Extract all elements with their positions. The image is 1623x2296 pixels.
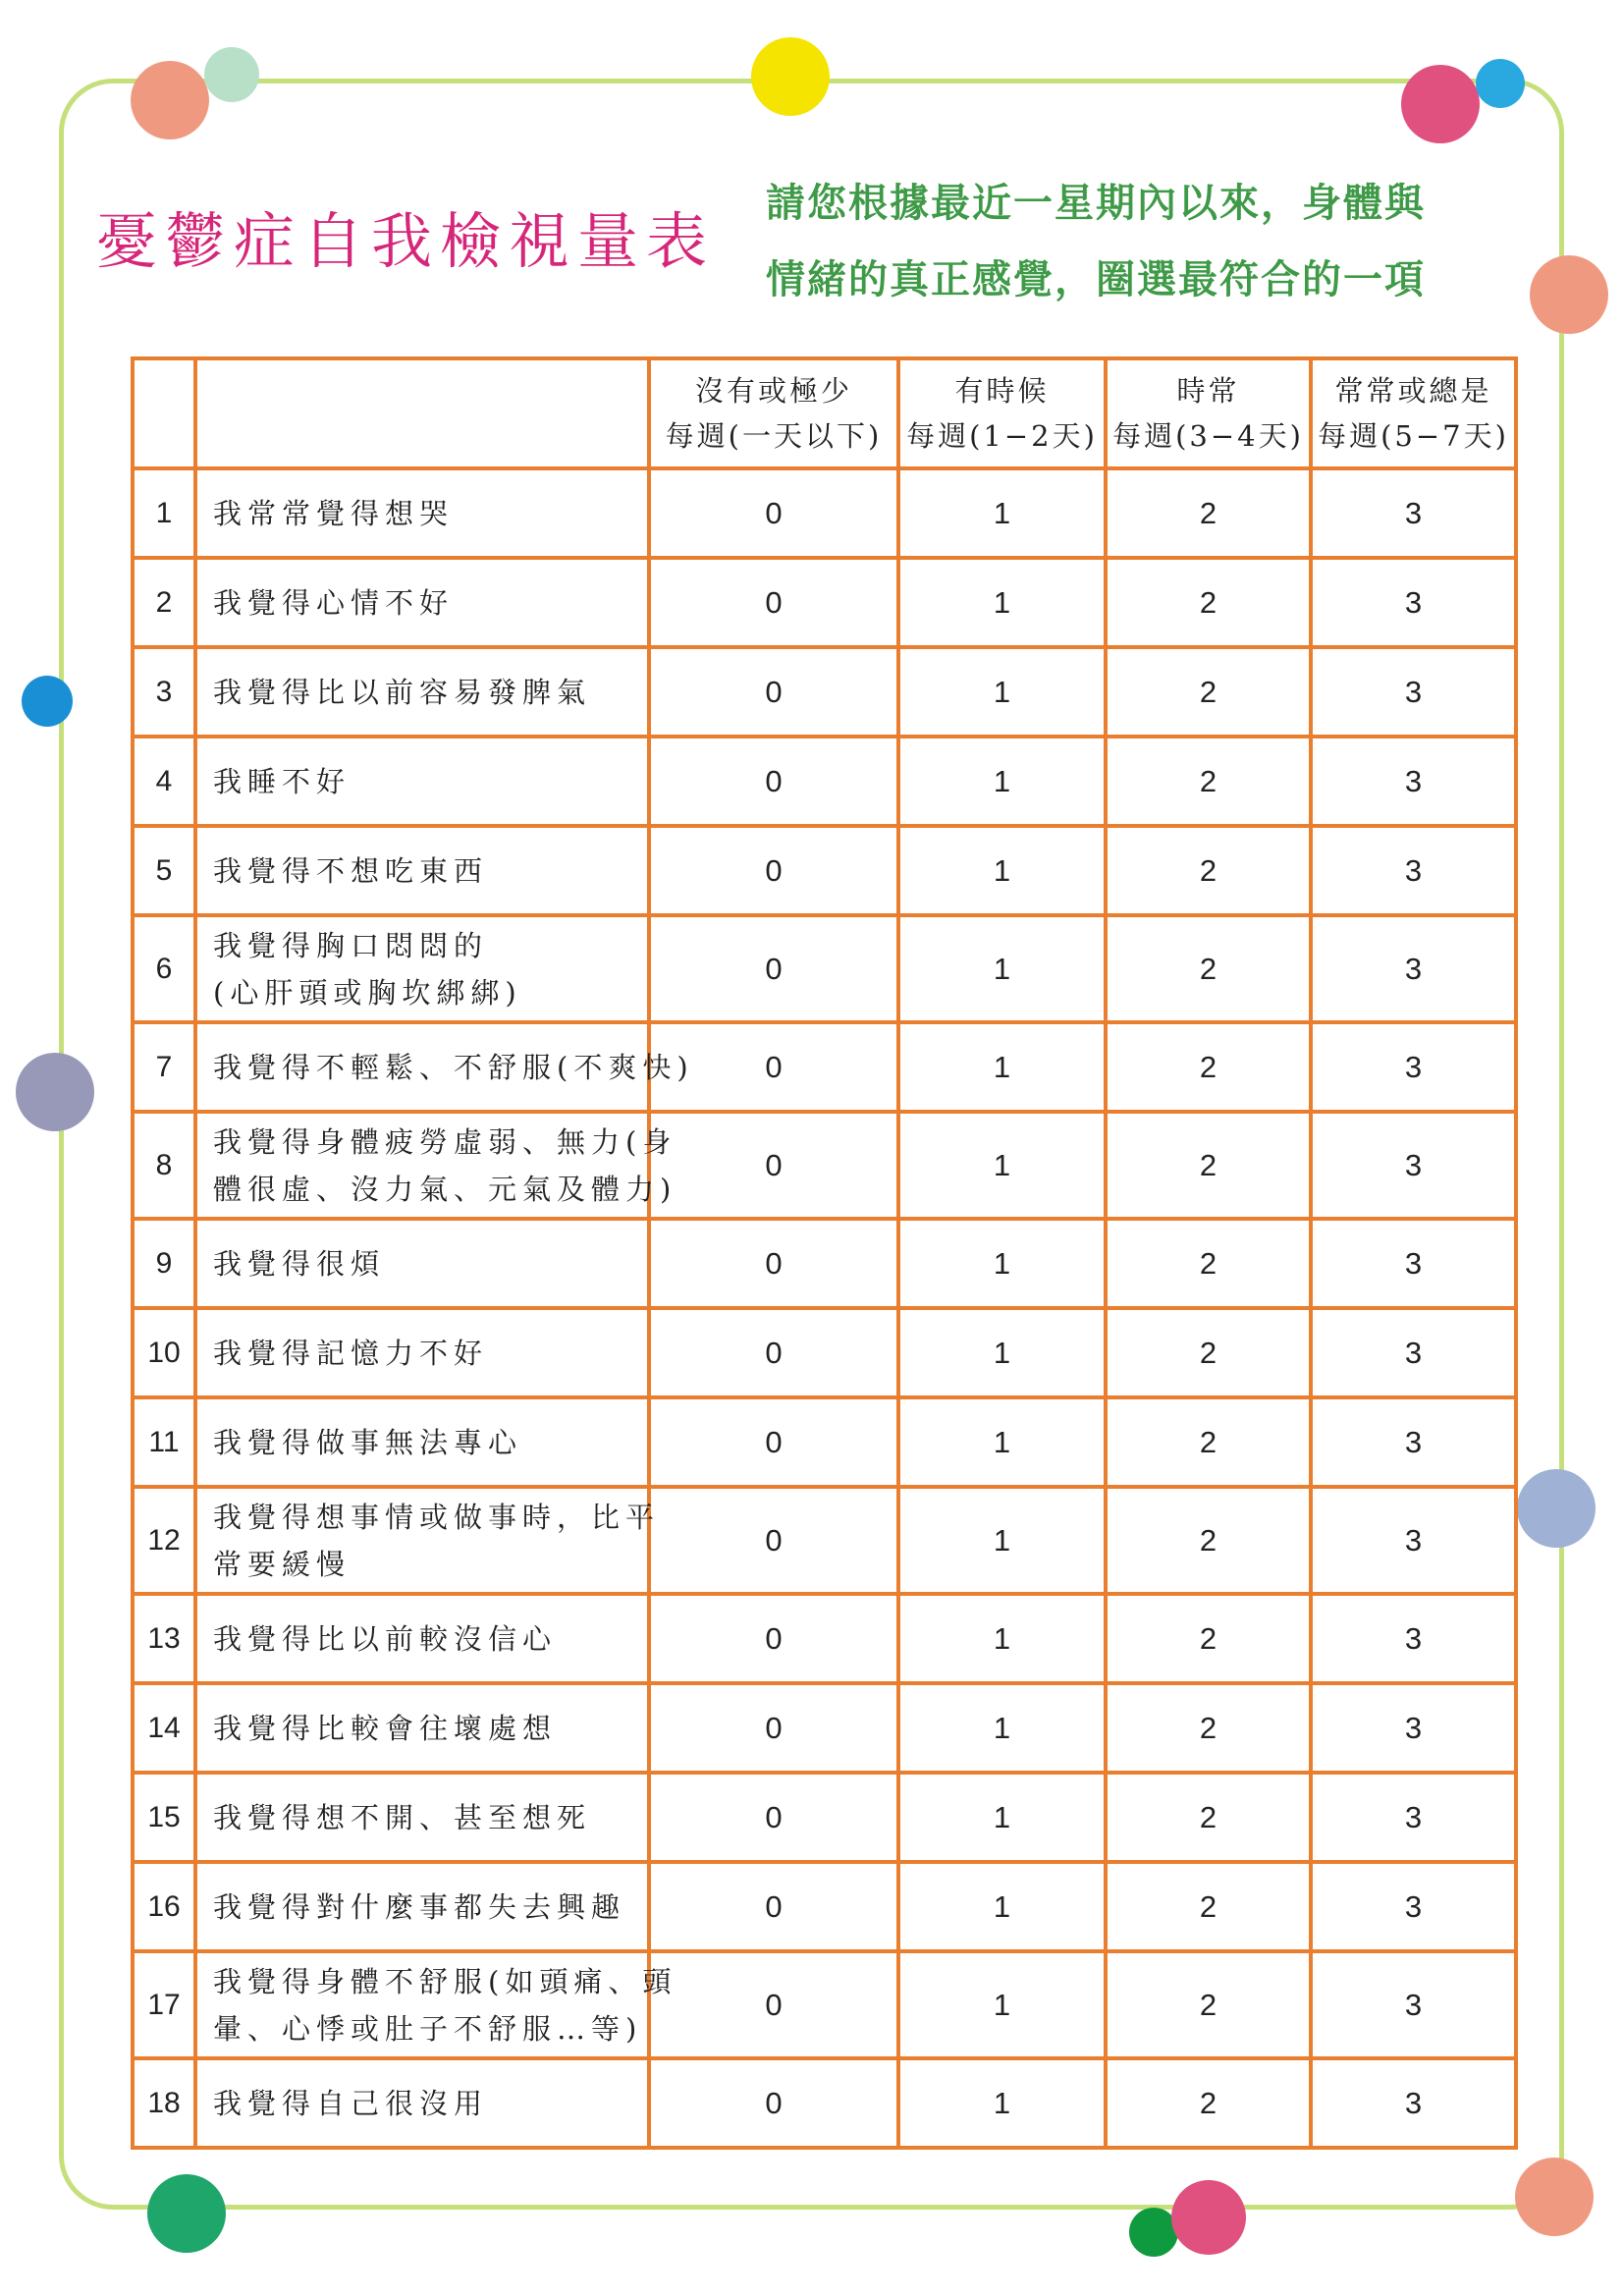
item-statement [195, 1397, 649, 1487]
header-option-1: 有時候 每週(1−2天) [898, 358, 1106, 468]
score-option[interactable]: 2 [1106, 1308, 1311, 1397]
table-row [133, 1397, 1516, 1487]
score-option[interactable]: 2 [1106, 1594, 1311, 1683]
score-option[interactable]: 3 [1311, 1219, 1516, 1308]
instruction-line: 情緒的真正感覺，圈選最符合的一項 [766, 257, 1426, 302]
item-number: 1 [133, 468, 195, 558]
score-option[interactable]: 3 [1311, 1594, 1516, 1683]
score-option[interactable]: 0 [649, 1862, 898, 1951]
score-option[interactable]: 2 [1106, 826, 1311, 915]
score-option[interactable]: 0 [649, 1022, 898, 1112]
score-option[interactable]: 1 [898, 468, 1106, 558]
item-statement-line: (心肝頭或胸坎綁綁) [213, 975, 522, 1010]
score-option[interactable]: 0 [649, 1308, 898, 1397]
item-statement [195, 1773, 649, 1862]
item-statement [195, 1594, 649, 1683]
item-statement-line: 我覺得不想吃東西 [213, 853, 489, 888]
item-number: 12 [133, 1487, 195, 1594]
table-row [133, 1683, 1516, 1773]
item-statement-line: 我覺得比以前容易發脾氣 [213, 675, 592, 709]
table-row [133, 1862, 1516, 1951]
score-option[interactable]: 1 [898, 737, 1106, 826]
item-statement-line: 我覺得身體疲勞虛弱、無力(身 [213, 1124, 677, 1159]
score-option[interactable]: 2 [1106, 2058, 1311, 2148]
item-statement [195, 558, 649, 647]
item-statement [195, 915, 649, 1022]
item-statement-line: 我覺得想事情或做事時，比平 [213, 1500, 661, 1534]
score-option[interactable]: 3 [1311, 826, 1516, 915]
item-statement [195, 1862, 649, 1951]
item-number: 4 [133, 737, 195, 826]
decor-dot [22, 676, 73, 727]
score-option[interactable]: 1 [898, 1219, 1106, 1308]
decor-dot [204, 47, 259, 102]
score-option[interactable]: 2 [1106, 558, 1311, 647]
decor-dot [1476, 59, 1525, 108]
decor-dot [1401, 65, 1480, 143]
score-option[interactable]: 0 [649, 1773, 898, 1862]
instruction-line: 請您根據最近一星期內以來，身體與 [766, 181, 1426, 226]
score-option[interactable]: 2 [1106, 647, 1311, 737]
depression-scale-table [131, 356, 1518, 2150]
table-row [133, 1773, 1516, 1862]
item-statement-line: 我覺得記憶力不好 [213, 1336, 489, 1370]
score-option[interactable]: 2 [1106, 1951, 1311, 2058]
item-number: 8 [133, 1112, 195, 1219]
item-statement-line: 我覺得很煩 [213, 1246, 386, 1281]
score-option[interactable]: 3 [1311, 1308, 1516, 1397]
score-option[interactable]: 2 [1106, 1219, 1311, 1308]
item-statement-line: 我覺得心情不好 [213, 585, 455, 620]
score-option[interactable]: 3 [1311, 647, 1516, 737]
score-option[interactable]: 0 [649, 737, 898, 826]
item-number: 3 [133, 647, 195, 737]
table-row [133, 1487, 1516, 1594]
score-option[interactable]: 3 [1311, 1862, 1516, 1951]
table-row [133, 1594, 1516, 1683]
score-option[interactable]: 2 [1106, 737, 1311, 826]
score-option[interactable]: 0 [649, 468, 898, 558]
instructions [766, 165, 1551, 318]
item-statement-line: 我覺得對什麼事都失去興趣 [213, 1889, 626, 1924]
score-option[interactable]: 0 [649, 1397, 898, 1487]
item-statement [195, 468, 649, 558]
score-option[interactable]: 2 [1106, 1862, 1311, 1951]
score-option[interactable]: 1 [898, 1112, 1106, 1219]
score-option[interactable]: 0 [649, 647, 898, 737]
score-option[interactable]: 3 [1311, 915, 1516, 1022]
item-statement [195, 1487, 661, 1594]
score-option[interactable]: 1 [898, 558, 1106, 647]
item-statement-line: 我覺得做事無法專心 [213, 1425, 523, 1459]
item-number: 2 [133, 558, 195, 647]
header-option-2: 時常 每週(3−4天) [1106, 358, 1311, 468]
item-number: 13 [133, 1594, 195, 1683]
table-row [133, 558, 1516, 647]
item-number: 9 [133, 1219, 195, 1308]
score-option[interactable]: 3 [1311, 558, 1516, 647]
decor-dot [1517, 1469, 1596, 1548]
item-number: 16 [133, 1862, 195, 1951]
item-number: 11 [133, 1397, 195, 1487]
decor-dot [131, 61, 209, 139]
table-row [133, 1951, 1516, 2058]
score-option[interactable]: 3 [1311, 1487, 1516, 1594]
score-option[interactable]: 3 [1311, 1773, 1516, 1862]
item-statement [195, 737, 649, 826]
score-option[interactable]: 3 [1311, 1683, 1516, 1773]
table-row [133, 1022, 1516, 1112]
page-title: 憂鬱症自我檢視量表 [96, 205, 716, 277]
header-option-3: 常常或總是 每週(5−7天) [1311, 358, 1516, 468]
score-option[interactable]: 3 [1311, 1112, 1516, 1219]
score-option[interactable]: 2 [1106, 915, 1311, 1022]
table-row [133, 915, 1516, 1022]
item-number: 6 [133, 915, 195, 1022]
item-statement-line: 常要緩慢 [213, 1547, 352, 1581]
decor-dot [751, 37, 830, 116]
score-option[interactable]: 3 [1311, 2058, 1516, 2148]
score-option[interactable]: 0 [649, 2058, 898, 2148]
item-statement [195, 1022, 694, 1112]
item-statement-line: 我覺得自己很沒用 [213, 2086, 489, 2120]
score-option[interactable]: 1 [898, 915, 1106, 1022]
header-number-cell [133, 358, 195, 468]
item-statement [195, 1219, 649, 1308]
header-option-0: 沒有或極少 每週(一天以下) [649, 358, 898, 468]
item-number: 7 [133, 1022, 195, 1112]
item-statement-line: 我常常覺得想哭 [213, 496, 455, 530]
score-option[interactable]: 0 [649, 1487, 898, 1594]
table-row [133, 1112, 1516, 1219]
decor-dot [1515, 2158, 1594, 2236]
score-option[interactable]: 1 [898, 1951, 1106, 2058]
score-option[interactable]: 1 [898, 2058, 1106, 2148]
score-option[interactable]: 2 [1106, 1683, 1311, 1773]
table-row [133, 737, 1516, 826]
score-option[interactable]: 3 [1311, 1397, 1516, 1487]
score-option[interactable]: 1 [898, 1683, 1106, 1773]
item-number: 17 [133, 1951, 195, 2058]
score-option[interactable]: 1 [898, 1773, 1106, 1862]
item-number: 10 [133, 1308, 195, 1397]
score-option[interactable]: 0 [649, 1951, 898, 2058]
table-row [133, 1219, 1516, 1308]
score-option[interactable]: 0 [649, 826, 898, 915]
item-statement-line: 我覺得不輕鬆、不舒服(不爽快) [213, 1050, 694, 1084]
score-option[interactable]: 2 [1106, 1112, 1311, 1219]
score-option[interactable]: 3 [1311, 737, 1516, 826]
score-option[interactable]: 2 [1106, 1397, 1311, 1487]
score-option[interactable]: 1 [898, 826, 1106, 915]
score-option[interactable]: 1 [898, 1487, 1106, 1594]
table-row [133, 468, 1516, 558]
table-header-row [133, 358, 1516, 468]
score-option[interactable]: 1 [898, 1308, 1106, 1397]
item-number: 14 [133, 1683, 195, 1773]
item-statement-line: 我覺得胸口悶悶的 [213, 928, 489, 962]
score-option[interactable]: 1 [898, 647, 1106, 737]
item-statement [195, 2058, 649, 2148]
item-statement-line: 暈、心悸或肚子不舒服…等) [213, 2011, 643, 2046]
item-statement-line: 體很虛、沒力氣、元氣及體力) [213, 1172, 677, 1206]
score-option[interactable]: 1 [898, 1022, 1106, 1112]
score-option[interactable]: 0 [649, 1112, 898, 1219]
table-row [133, 647, 1516, 737]
score-option[interactable]: 0 [649, 915, 898, 1022]
item-number: 18 [133, 2058, 195, 2148]
item-statement-line: 我覺得比較會往壞處想 [213, 1711, 558, 1745]
score-option[interactable]: 3 [1311, 1022, 1516, 1112]
table-row [133, 1308, 1516, 1397]
item-statement-line: 我覺得想不開、甚至想死 [213, 1800, 592, 1834]
item-statement [195, 826, 649, 915]
decor-dot [16, 1053, 94, 1131]
decor-dot [1171, 2180, 1246, 2255]
score-option[interactable]: 3 [1311, 468, 1516, 558]
item-statement [195, 1112, 677, 1219]
item-statement-line: 我覺得比以前較沒信心 [213, 1621, 558, 1656]
item-statement [195, 1951, 677, 2058]
item-statement-line: 我覺得身體不舒服(如頭痛、頭 [213, 1964, 677, 1998]
score-option[interactable]: 0 [649, 1594, 898, 1683]
item-statement [195, 1308, 649, 1397]
score-option[interactable]: 2 [1106, 1487, 1311, 1594]
score-option[interactable]: 1 [898, 1397, 1106, 1487]
decor-dot [147, 2174, 226, 2253]
header-item-cell [195, 358, 649, 468]
score-option[interactable]: 3 [1311, 1951, 1516, 2058]
score-option[interactable]: 1 [898, 1862, 1106, 1951]
item-number: 15 [133, 1773, 195, 1862]
item-number: 5 [133, 826, 195, 915]
score-option[interactable]: 0 [649, 1683, 898, 1773]
score-option[interactable]: 2 [1106, 1773, 1311, 1862]
score-option[interactable]: 0 [649, 558, 898, 647]
score-option[interactable]: 1 [898, 1594, 1106, 1683]
item-statement [195, 1683, 649, 1773]
item-statement-line: 我睡不好 [213, 764, 352, 798]
table-row [133, 826, 1516, 915]
score-option[interactable]: 2 [1106, 1022, 1311, 1112]
score-option[interactable]: 2 [1106, 468, 1311, 558]
table-row [133, 2058, 1516, 2148]
score-option[interactable]: 0 [649, 1219, 898, 1308]
item-statement [195, 647, 649, 737]
